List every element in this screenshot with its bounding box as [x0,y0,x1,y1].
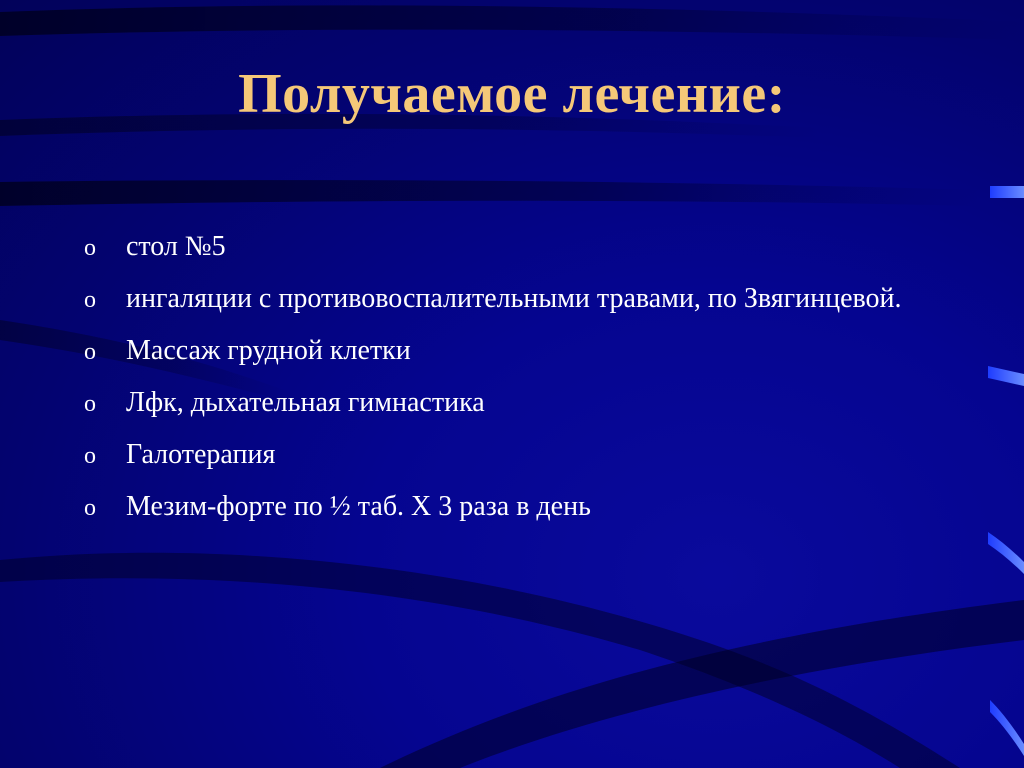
background-band-top [0,5,1024,40]
bullet-list [84,228,944,540]
bullet-marker: o [84,391,96,417]
bullet-marker: o [84,443,96,469]
list-item [84,384,944,424]
accent-bar-4 [990,700,1024,756]
slide-title: Получаемое лечение: [238,63,786,125]
list-item-text: Массаж грудной клетки [126,335,411,366]
list-item [84,280,944,320]
list-item [84,488,944,528]
background-band-bottom [380,600,1024,768]
list-item-text: Галотерапия [126,439,276,470]
list-item-text: стол №5 [126,231,226,262]
bullet-marker: o [84,235,96,261]
list-item-text: Лфк, дыхательная гимнастика [126,387,485,418]
accent-bar-2 [988,366,1024,386]
bullet-marker: o [84,495,96,521]
background-band-mid [0,180,980,206]
accent-bar-1 [990,186,1024,198]
accent-bar-3 [988,532,1024,574]
list-item [84,332,944,372]
list-item-text: Мезим-форте по ½ таб. Х 3 раза в день [126,491,591,522]
list-item-text: ингаляции с противовоспалительными травами, по Звягинцевой. [126,283,902,314]
bullet-marker: o [84,287,96,313]
list-item [84,436,944,476]
list-item [84,228,944,268]
bullet-marker: o [84,339,96,365]
